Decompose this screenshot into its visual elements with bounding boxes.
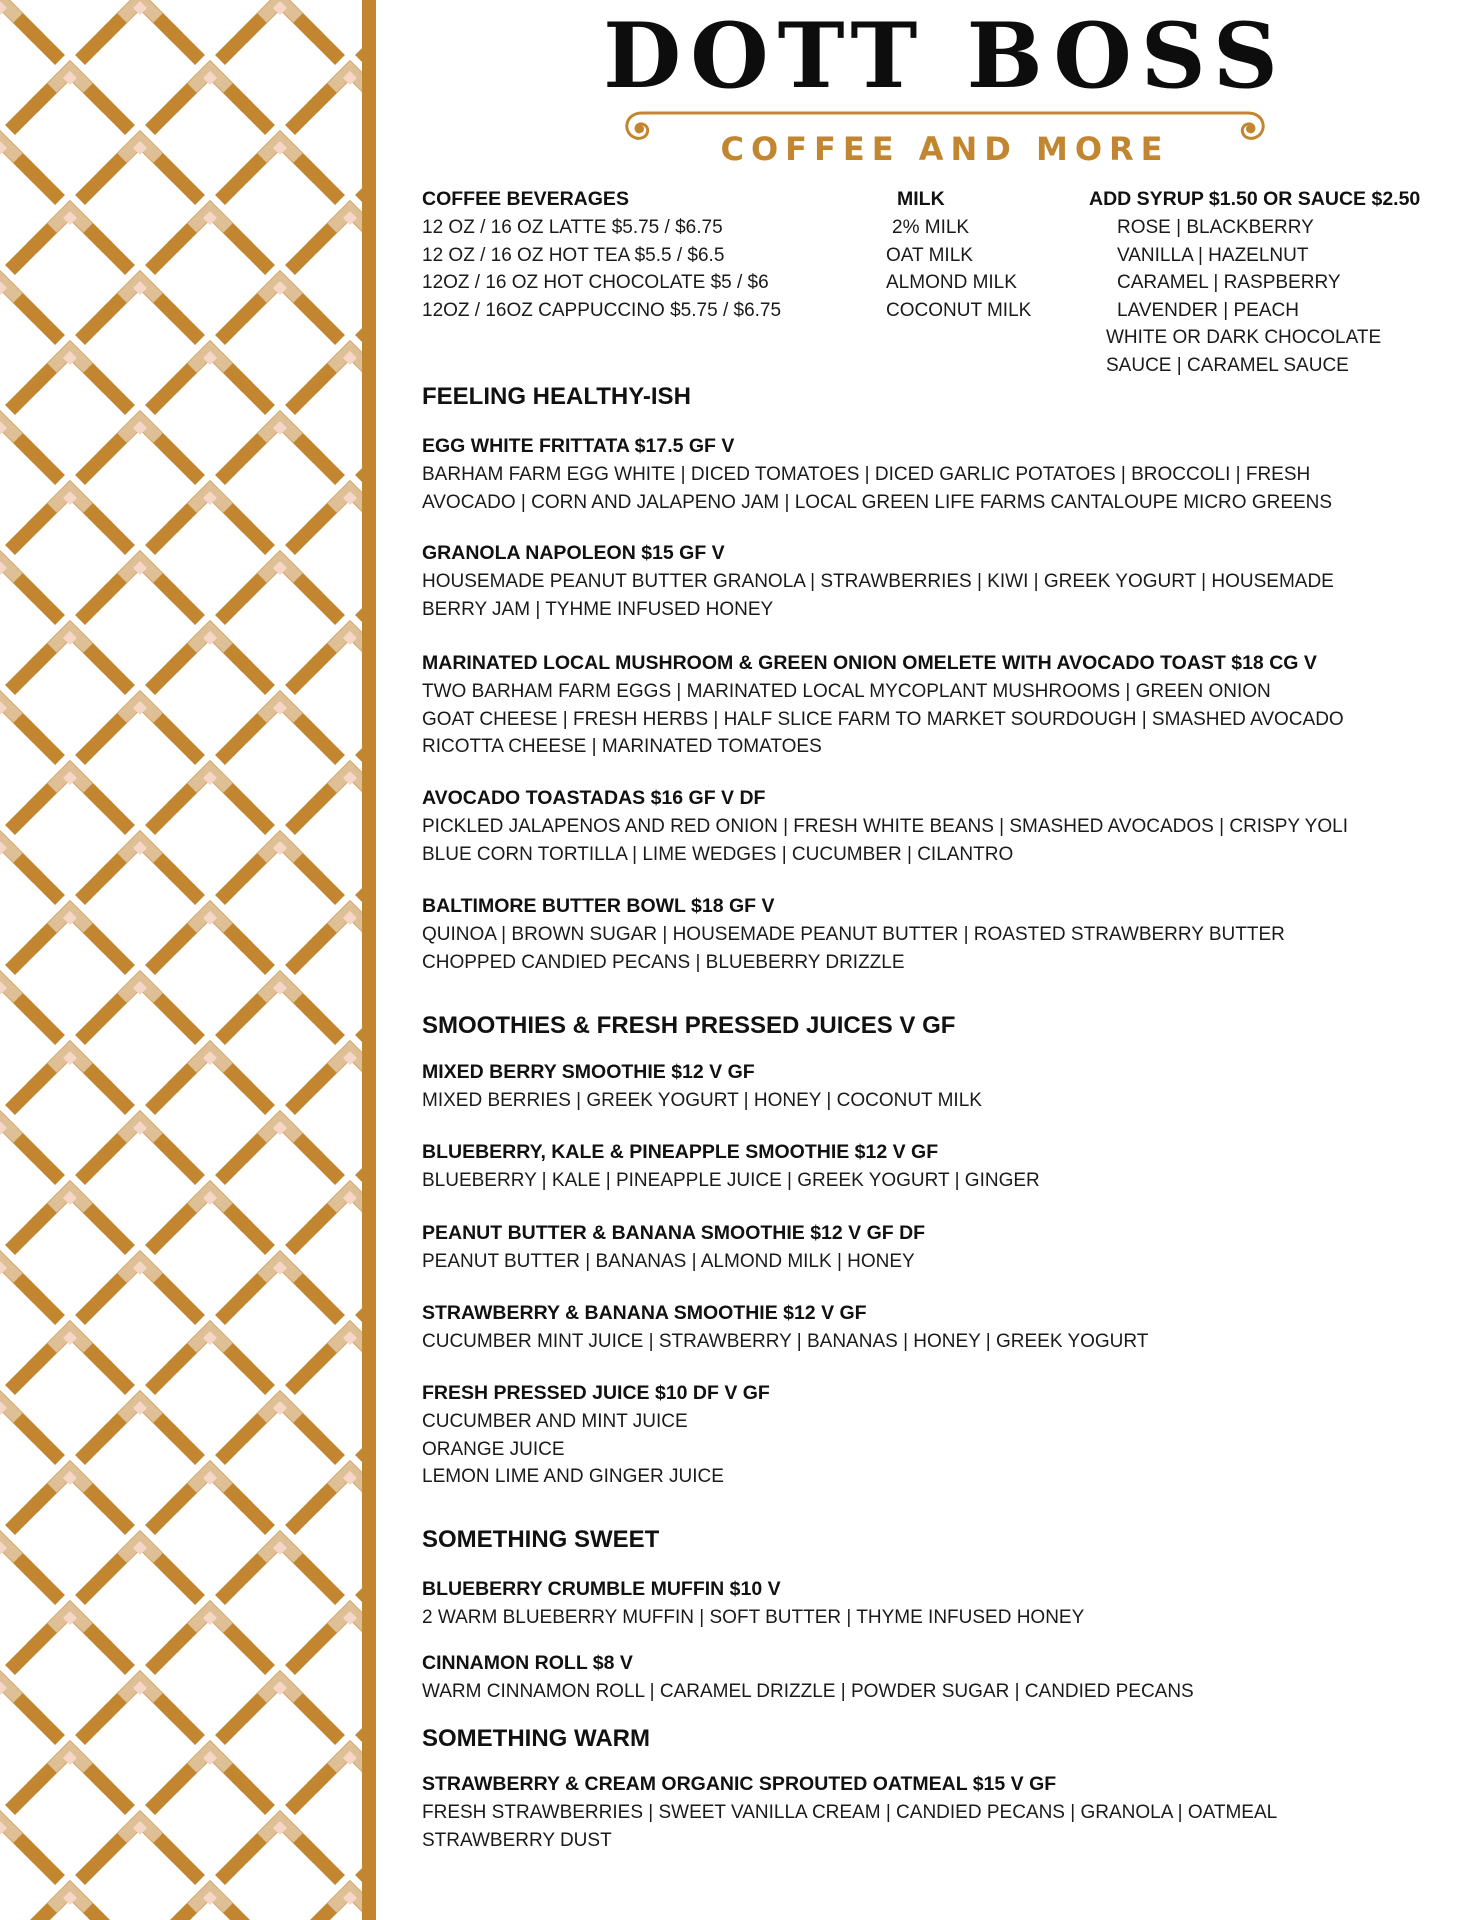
menu-header bbox=[600, 0, 1290, 175]
item-description bbox=[422, 1328, 1148, 1356]
item-description bbox=[422, 1167, 1040, 1195]
description-line: 2 WARM BLUEBERRY MUFFIN | SOFT BUTTER | THYME INFUSED HONEY bbox=[422, 1607, 1085, 1628]
description-line: TWO BARHAM FARM EGGS | MARINATED LOCAL MYCOPLANT MUSHROOMS | GREEN ONION bbox=[422, 681, 1271, 702]
description-line: QUINOA | BROWN SUGAR | HOUSEMADE PEANUT BUTTER | ROASTED STRAWBERRY BUTTER bbox=[422, 924, 1285, 945]
item-description bbox=[422, 1604, 1084, 1632]
item-name: MARINATED LOCAL MUSHROOM & GREEN ONION OMELETE WITH AVOCADO TOAST $18 CG V bbox=[422, 652, 1317, 674]
description-line: ORANGE JUICE bbox=[422, 1438, 565, 1460]
coffee-title: COFFEE BEVERAGES bbox=[422, 188, 629, 210]
item-description bbox=[422, 678, 1344, 761]
description-line: LEMON LIME AND GINGER JUICE bbox=[422, 1466, 724, 1487]
item-name: MIXED BERRY SMOOTHIE $12 V GF bbox=[422, 1061, 755, 1083]
milk-item: OAT MILK bbox=[886, 244, 973, 266]
brand-title: DOTT BOSS bbox=[603, 3, 1287, 109]
item-name: EGG WHITE FRITTATA $17.5 GF V bbox=[422, 435, 735, 457]
description-line: RICOTTA CHEESE | MARINATED TOMATOES bbox=[422, 736, 822, 757]
description-line: BERRY JAM | TYHME INFUSED HONEY bbox=[422, 598, 774, 620]
description-line: STRAWBERRY DUST bbox=[422, 1829, 612, 1851]
syrup-item: CARAMEL | RASPBERRY bbox=[1117, 272, 1341, 293]
syrup-item: SAUCE | CARAMEL SAUCE bbox=[1106, 354, 1349, 376]
border-bar bbox=[362, 0, 376, 1920]
description-line: GOAT CHEESE | FRESH HERBS | HALF SLICE FARM TO MARKET SOURDOUGH | SMASHED AVOCADO bbox=[422, 708, 1344, 730]
syrup-item: VANILLA | HAZELNUT bbox=[1117, 244, 1309, 266]
milk-list bbox=[886, 214, 1031, 324]
item-description bbox=[422, 1248, 915, 1276]
item-name: AVOCADO TOASTADAS $16 GF V DF bbox=[422, 787, 766, 809]
coffee-item: 12 OZ / 16 OZ HOT TEA $5.5 / $6.5 bbox=[422, 244, 725, 266]
description-line: BLUEBERRY | KALE | PINEAPPLE JUICE | GREEK YOGURT | GINGER bbox=[422, 1170, 1040, 1191]
coffee-list bbox=[422, 214, 781, 324]
description-line: CHOPPED CANDIED PECANS | BLUEBERRY DRIZZLE bbox=[422, 951, 905, 973]
item-description bbox=[422, 1087, 982, 1115]
item-description bbox=[422, 1408, 724, 1491]
item-name: BALTIMORE BUTTER BOWL $18 GF V bbox=[422, 895, 775, 917]
section-title-warm: SOMETHING WARM bbox=[422, 1725, 650, 1752]
description-line: BLUE CORN TORTILLA | LIME WEDGES | CUCUMBER | CILANTRO bbox=[422, 843, 1014, 865]
item-name: GRANOLA NAPOLEON $15 GF V bbox=[422, 542, 725, 564]
syrup-item: ROSE | BLACKBERRY bbox=[1117, 217, 1314, 238]
description-line: FRESH STRAWBERRIES | SWEET VANILLA CREAM | CANDIED PECANS | GRANOLA | OATMEAL bbox=[422, 1802, 1278, 1823]
description-line: MIXED BERRIES | GREEK YOGURT | HONEY | COCONUT MILK bbox=[422, 1090, 982, 1111]
description-line: PEANUT BUTTER | BANANAS | ALMOND MILK | HONEY bbox=[422, 1251, 915, 1272]
item-name: CINNAMON ROLL $8 V bbox=[422, 1652, 633, 1674]
coffee-item: 12OZ / 16OZ CAPPUCCINO $5.75 / $6.75 bbox=[422, 299, 782, 321]
tagline: COFFEE AND MORE bbox=[720, 130, 1170, 168]
description-line: BARHAM FARM EGG WHITE | DICED TOMATOES | DICED GARLIC POTATOES | BROCCOLI | FRESH bbox=[422, 464, 1311, 485]
description-line: CUCUMBER MINT JUICE | STRAWBERRY | BANANAS | HONEY | GREEK YOGURT bbox=[422, 1331, 1149, 1352]
syrup-list bbox=[1106, 214, 1381, 379]
item-description bbox=[422, 461, 1332, 516]
item-description bbox=[422, 921, 1285, 976]
description-line: PICKLED JALAPENOS AND RED ONION | FRESH WHITE BEANS | SMASHED AVOCADOS | CRISPY YOLI bbox=[422, 816, 1348, 837]
section-title-healthy: FEELING HEALTHY-ISH bbox=[422, 383, 691, 410]
syrup-item: LAVENDER | PEACH bbox=[1117, 299, 1299, 321]
item-name: BLUEBERRY CRUMBLE MUFFIN $10 V bbox=[422, 1578, 781, 1600]
coffee-item: 12OZ / 16 OZ HOT CHOCOLATE $5 / $6 bbox=[422, 272, 769, 293]
coffee-item: 12 OZ / 16 OZ LATTE $5.75 / $6.75 bbox=[422, 217, 723, 238]
syrup-title: ADD SYRUP $1.50 OR SAUCE $2.50 bbox=[1089, 188, 1421, 210]
description-line: AVOCADO | CORN AND JALAPENO JAM | LOCAL GREEN LIFE FARMS CANTALOUPE MICRO GREENS bbox=[422, 491, 1333, 513]
item-description bbox=[422, 813, 1348, 868]
item-name: FRESH PRESSED JUICE $10 DF V GF bbox=[422, 1382, 770, 1404]
description-line: CUCUMBER AND MINT JUICE bbox=[422, 1411, 688, 1432]
milk-title: MILK bbox=[897, 188, 945, 210]
description-line: WARM CINNAMON ROLL | CARAMEL DRIZZLE | POWDER SUGAR | CANDIED PECANS bbox=[422, 1681, 1194, 1702]
milk-item: 2% MILK bbox=[892, 217, 970, 238]
syrup-item: WHITE OR DARK CHOCOLATE bbox=[1106, 327, 1382, 348]
item-name: STRAWBERRY & CREAM ORGANIC SPROUTED OATMEAL $15 V GF bbox=[422, 1773, 1057, 1795]
milk-item: ALMOND MILK bbox=[886, 272, 1017, 293]
milk-item: COCONUT MILK bbox=[886, 299, 1032, 321]
item-description bbox=[422, 1678, 1194, 1706]
section-title-sweet: SOMETHING SWEET bbox=[422, 1526, 660, 1553]
item-name: STRAWBERRY & BANANA SMOOTHIE $12 V GF bbox=[422, 1302, 867, 1324]
item-name: BLUEBERRY, KALE & PINEAPPLE SMOOTHIE $12 V GF bbox=[422, 1141, 939, 1163]
decorative-pattern bbox=[0, 0, 376, 1920]
item-name: PEANUT BUTTER & BANANA SMOOTHIE $12 V GF DF bbox=[422, 1222, 926, 1244]
section-title-smoothies: SMOOTHIES & FRESH PRESSED JUICES V GF bbox=[422, 1012, 956, 1039]
item-description bbox=[422, 1799, 1277, 1854]
item-description bbox=[422, 568, 1334, 623]
description-line: HOUSEMADE PEANUT BUTTER GRANOLA | STRAWBERRIES | KIWI | GREEK YOGURT | HOUSEMADE bbox=[422, 571, 1334, 592]
